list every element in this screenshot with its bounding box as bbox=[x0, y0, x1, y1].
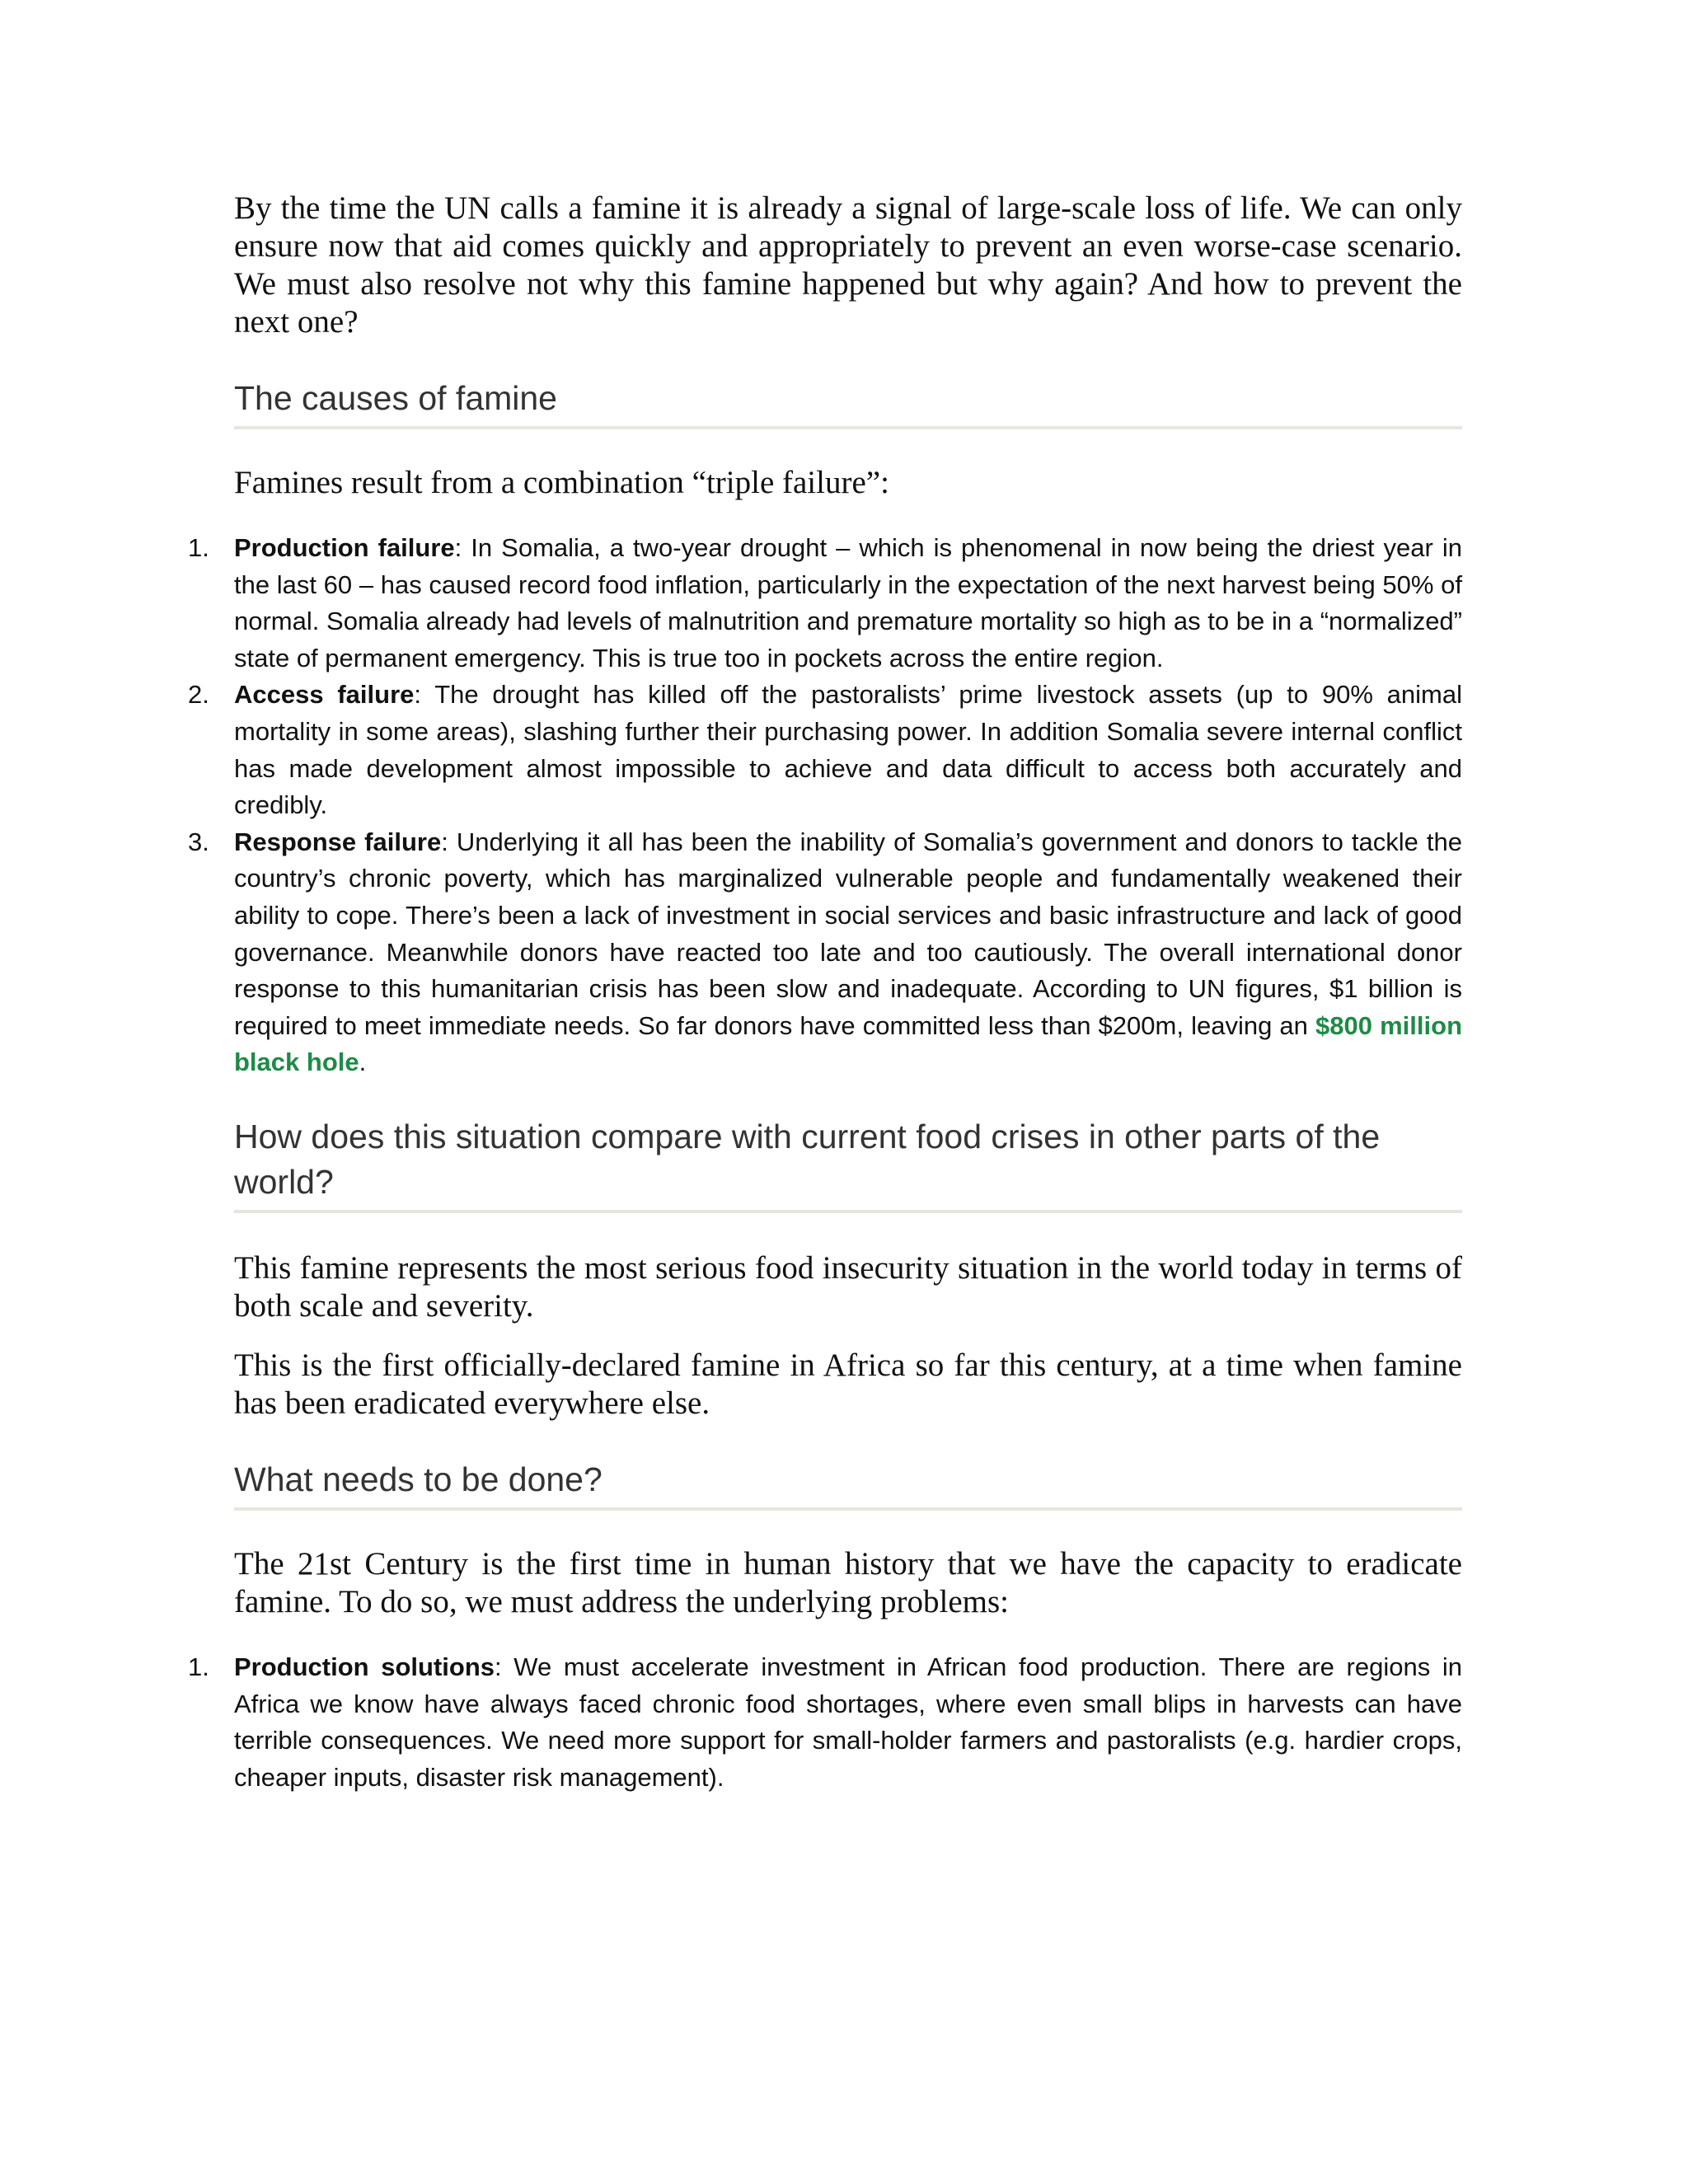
compare-paragraph-2: This is the first officially-declared famine in Africa so far this century, at a time when famine has been eradicated everywhere else. bbox=[234, 1347, 1462, 1421]
list-number: 3. bbox=[188, 827, 209, 856]
list-item-access-failure bbox=[188, 677, 1463, 823]
list-item-separator: : bbox=[495, 1652, 502, 1681]
solutions-list bbox=[188, 1649, 1462, 1796]
list-item-title: Production solutions bbox=[234, 1652, 495, 1681]
intro-paragraph: By the time the UN calls a famine it is already a signal of large-scale loss of life. We can only ensure now that aid comes quickly and appropriately to prevent an even worse-case scenario. We must also resolve not why this famine happened but why again? And how to prevent the next one? bbox=[234, 190, 1462, 340]
highlight-black-hole: $800 million black hole bbox=[234, 1010, 1462, 1077]
document-content bbox=[188, 190, 1463, 1796]
list-item-text: We must accelerate investment in African food production. There are regions in Africa we know have always faced chronic food shortages, where even small blips in harvests can have terrible consequences. We need more support for small-holder farmers and pastoralists (e.g. hardier crops, cheaper inputs, disaster risk management). bbox=[234, 1652, 1462, 1792]
list-number: 1. bbox=[188, 533, 209, 562]
section-heading-compare: How does this situation compare with current food crises in other parts of the world? bbox=[234, 1114, 1462, 1213]
list-item-separator: : bbox=[414, 680, 422, 710]
causes-lead: Famines result from a combination “triple failure”: bbox=[234, 465, 889, 500]
list-item-text: Underlying it all has been the inability of Somalia’s government and donors to tackle the country’s chronic poverty, which has marginalized vulnerable people and fundamentally weakened their ability to cope. There’s been a lack of investment in social services and basic infrastructure and lack of good governance. Meanwhile donors have reacted too late and too cautiously. The overall international donor response to this humanitarian crisis has been slow and inadequate. According to UN figures, $1 billion is required to meet immediate needs. So far donors have committed less than $200m, leaving an bbox=[234, 827, 1462, 1040]
list-item-production-solutions bbox=[188, 1649, 1462, 1796]
list-item-title: Access failure bbox=[234, 680, 415, 710]
list-item-response-failure bbox=[188, 824, 1462, 1081]
compare-paragraph-1: This famine represents the most serious food insecurity situation in the world today in terms of both scale and severity. bbox=[234, 1249, 1462, 1324]
list-item-text: The drought has killed off the pastoralists’ prime livestock assets (up to 90% animal mortality in some areas), slashing further their purchasing power. In addition Somalia severe internal conflict has made development almost impossible to achieve and data difficult to access both accurately and credibly. bbox=[234, 680, 1463, 820]
list-item-text: In Somalia, a two-year drought – which is phenomenal in now being the driest year in the last 60 – has caused record food inflation, particularly in the expectation of the next harvest being 50% of normal. Somalia already had levels of malnutrition and premature mortality so high as to be in a “normalized” state of permanent emergency. This is true too in pockets across the entire region. bbox=[234, 533, 1462, 673]
list-item-separator: : bbox=[441, 827, 448, 856]
solutions-lead: The 21st Century is the first time in human history that we have the capacity to eradicate famine. To do so, we must address the underlying problems: bbox=[234, 1545, 1462, 1619]
section-heading-solutions: What needs to be done? bbox=[234, 1457, 1462, 1511]
list-number: 1. bbox=[188, 1652, 209, 1681]
list-item-production-failure bbox=[188, 530, 1462, 677]
causes-list bbox=[188, 530, 1463, 1081]
list-item-separator: : bbox=[454, 533, 462, 562]
list-item-title: Response failure bbox=[234, 827, 442, 856]
list-item-end: . bbox=[359, 1047, 367, 1077]
list-item-title: Production failure bbox=[234, 533, 455, 562]
section-heading-causes: The causes of famine bbox=[234, 376, 1462, 429]
list-number: 2. bbox=[188, 680, 209, 710]
